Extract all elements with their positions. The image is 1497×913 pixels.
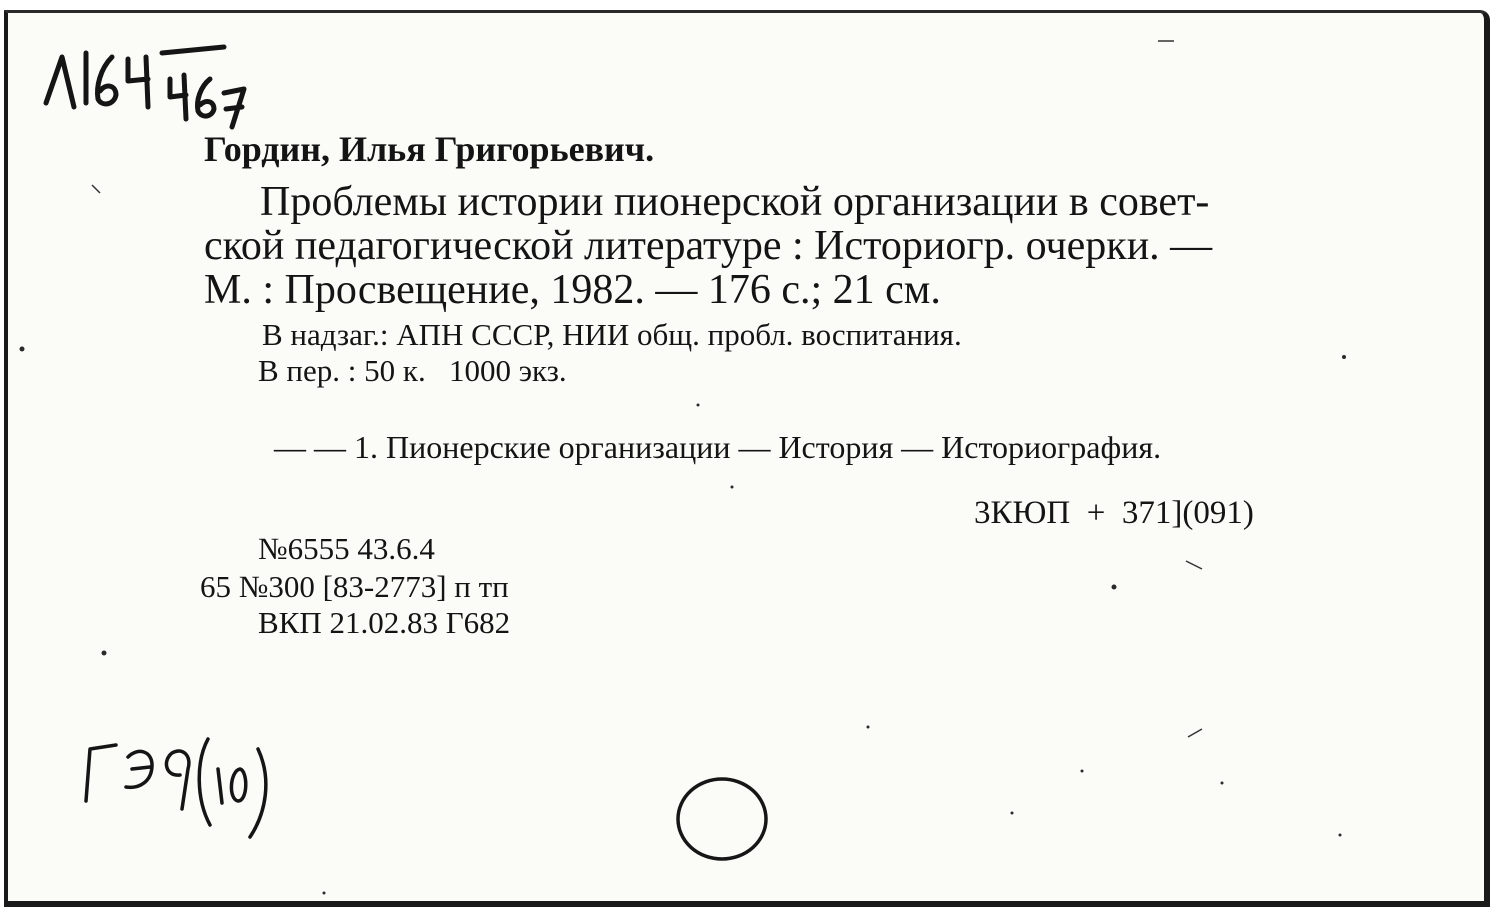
title-line-3: М. : Просвещение, 1982. — 176 с.; 21 см. <box>204 267 941 313</box>
classification-code: 3КЮП + 371](091) <box>974 495 1254 531</box>
subject-heading: — — 1. Пионерские организации — История — Историография. <box>274 429 1162 465</box>
title-line-1: Проблемы истории пионерской организации в совет- <box>260 179 1210 225</box>
code-line-1: №6555 43.6.4 <box>258 531 435 566</box>
scan-noise <box>8 13 1488 903</box>
code-line-2: 65 №300 [83-2773] п тп <box>200 569 509 604</box>
catalog-card <box>4 10 1490 907</box>
title-line-2: ской педагогической литературе : Историогр. очерки. — <box>204 223 1213 269</box>
code-line-3: ВКП 21.02.83 Г682 <box>258 605 511 640</box>
note-line-1: В надзаг.: АПН СССР, НИИ общ. пробл. воспитания. <box>262 317 962 352</box>
note-line-2: В пер. : 50 к. 1000 экз. <box>258 353 567 388</box>
author-heading: Гордин, Илья Григорьевич. <box>204 129 655 169</box>
